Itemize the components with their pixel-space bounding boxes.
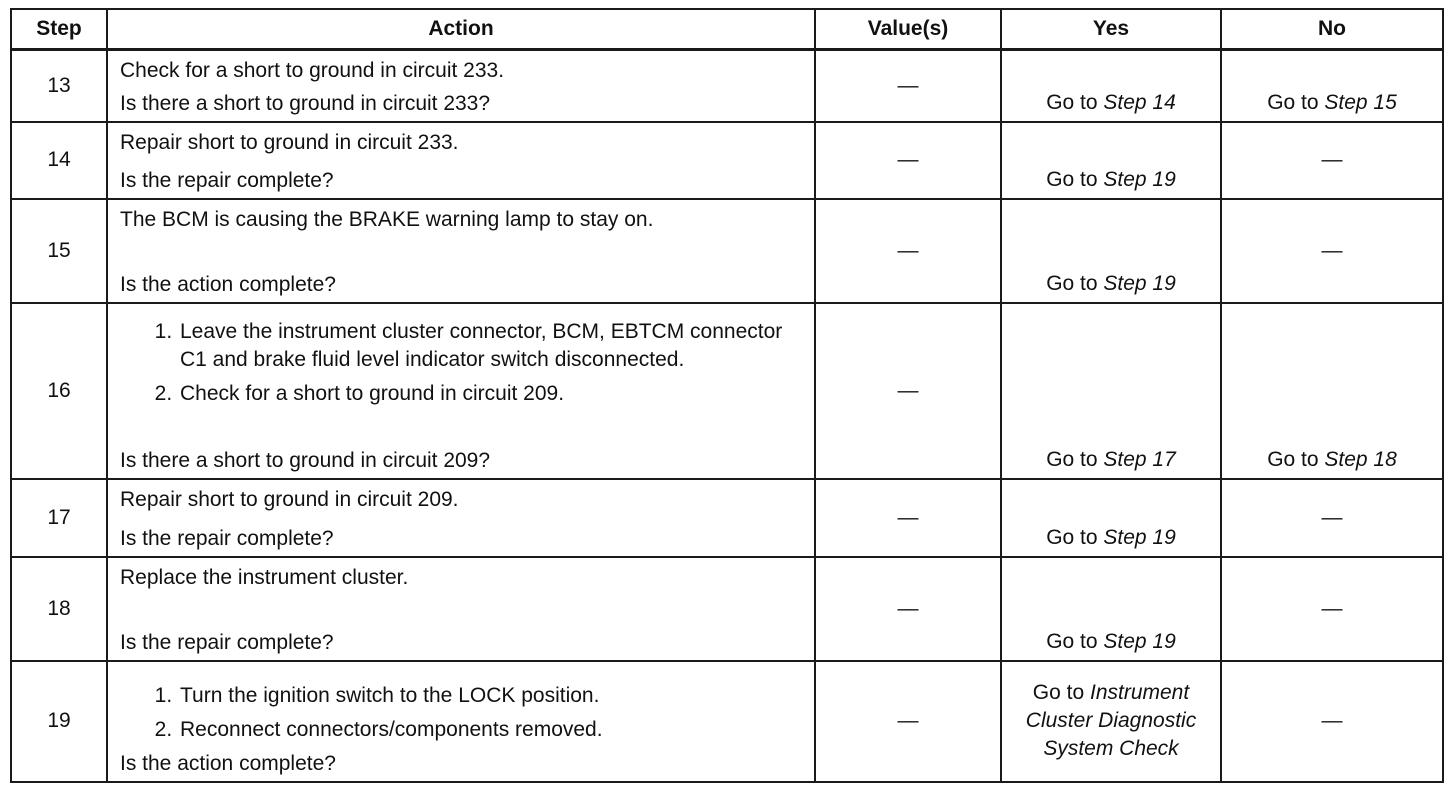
action-line: Repair short to ground in circuit 233. bbox=[120, 130, 459, 154]
action-question: Is the action complete? bbox=[120, 272, 336, 296]
yes-link[interactable]: Instrument Cluster Diagnostic System Check bbox=[1025, 681, 1197, 760]
action-list bbox=[120, 310, 804, 408]
value-cell: — bbox=[815, 199, 1001, 303]
value-cell: — bbox=[815, 479, 1001, 557]
yes-prefix: Go to bbox=[1032, 681, 1090, 704]
yes-link[interactable]: Step 19 bbox=[1103, 167, 1176, 191]
table-row bbox=[11, 479, 1443, 557]
value-cell: — bbox=[815, 557, 1001, 661]
no-link[interactable]: Step 15 bbox=[1324, 90, 1397, 114]
header-yes: Yes bbox=[1001, 9, 1221, 50]
list-item: 1. Turn the ignition switch to the LOCK position. bbox=[178, 682, 804, 710]
list-item: 2. Reconnect connectors/components removed. bbox=[178, 716, 804, 744]
action-question: Is there a short to ground in circuit 233? bbox=[120, 91, 491, 115]
yes-cell bbox=[1001, 557, 1221, 661]
action-line: Check for a short to ground in circuit 233. bbox=[120, 59, 505, 82]
action-line: Replace the instrument cluster. bbox=[120, 565, 409, 589]
step-number: 18 bbox=[11, 557, 107, 661]
value-cell: — bbox=[815, 661, 1001, 782]
list-item: 1. Leave the instrument cluster connector, BCM, EBTCM connector C1 and brake fluid level indicator switch disconnected. bbox=[178, 318, 804, 374]
table-row bbox=[11, 50, 1443, 122]
no-cell: — bbox=[1221, 479, 1443, 557]
action-line: The BCM is causing the BRAKE warning lamp to stay on. bbox=[120, 207, 654, 231]
yes-link[interactable]: Step 19 bbox=[1103, 629, 1176, 653]
yes-cell bbox=[1001, 199, 1221, 303]
header-step: Step bbox=[11, 9, 107, 50]
header-values: Value(s) bbox=[815, 9, 1001, 50]
action-cell bbox=[107, 661, 815, 782]
yes-link[interactable]: Step 17 bbox=[1103, 447, 1176, 471]
table-row bbox=[11, 199, 1443, 303]
yes-link[interactable]: Step 14 bbox=[1103, 90, 1176, 114]
yes-prefix: Go to bbox=[1046, 167, 1104, 191]
action-line: Repair short to ground in circuit 209. bbox=[120, 487, 459, 511]
no-cell: — bbox=[1221, 557, 1443, 661]
yes-prefix: Go to bbox=[1046, 629, 1104, 653]
action-question: Is the repair complete? bbox=[120, 630, 334, 654]
action-cell bbox=[107, 199, 815, 303]
action-cell bbox=[107, 479, 815, 557]
diagnostic-table bbox=[10, 8, 1444, 783]
list-item: 2. Check for a short to ground in circuit 209. bbox=[178, 380, 804, 408]
no-cell: — bbox=[1221, 199, 1443, 303]
yes-link[interactable]: Step 19 bbox=[1103, 525, 1176, 549]
table-row bbox=[11, 661, 1443, 782]
action-cell bbox=[107, 122, 815, 199]
table-row bbox=[11, 122, 1443, 199]
action-cell bbox=[107, 303, 815, 479]
action-question: Is the repair complete? bbox=[120, 168, 334, 192]
value-cell: — bbox=[815, 122, 1001, 199]
header-no: No bbox=[1221, 9, 1443, 50]
yes-cell bbox=[1001, 50, 1221, 122]
value-cell: — bbox=[815, 303, 1001, 479]
yes-cell bbox=[1001, 122, 1221, 199]
no-link[interactable]: Step 18 bbox=[1324, 447, 1397, 471]
value-cell: — bbox=[815, 50, 1001, 122]
yes-prefix: Go to bbox=[1046, 447, 1104, 471]
action-cell bbox=[107, 557, 815, 661]
step-number: 19 bbox=[11, 661, 107, 782]
action-question: Is the repair complete? bbox=[120, 526, 334, 550]
action-list bbox=[120, 668, 804, 744]
yes-link[interactable]: Step 19 bbox=[1103, 271, 1176, 295]
action-question: Is the action complete? bbox=[120, 751, 336, 775]
table-row bbox=[11, 557, 1443, 661]
no-cell bbox=[1221, 50, 1443, 122]
step-number: 16 bbox=[11, 303, 107, 479]
table-row bbox=[11, 303, 1443, 479]
step-number: 15 bbox=[11, 199, 107, 303]
yes-cell bbox=[1001, 303, 1221, 479]
yes-cell bbox=[1001, 479, 1221, 557]
no-prefix: Go to bbox=[1267, 447, 1325, 471]
no-cell: — bbox=[1221, 122, 1443, 199]
action-cell bbox=[107, 50, 815, 122]
header-row bbox=[11, 9, 1443, 50]
yes-prefix: Go to bbox=[1046, 525, 1104, 549]
no-cell bbox=[1221, 303, 1443, 479]
action-question: Is there a short to ground in circuit 209? bbox=[120, 448, 491, 472]
yes-prefix: Go to bbox=[1046, 271, 1104, 295]
no-cell: — bbox=[1221, 661, 1443, 782]
yes-cell bbox=[1001, 661, 1221, 782]
header-action: Action bbox=[107, 9, 815, 50]
step-number: 14 bbox=[11, 122, 107, 199]
yes-prefix: Go to bbox=[1046, 90, 1104, 114]
step-number: 17 bbox=[11, 479, 107, 557]
no-prefix: Go to bbox=[1267, 90, 1325, 114]
step-number: 13 bbox=[11, 50, 107, 122]
